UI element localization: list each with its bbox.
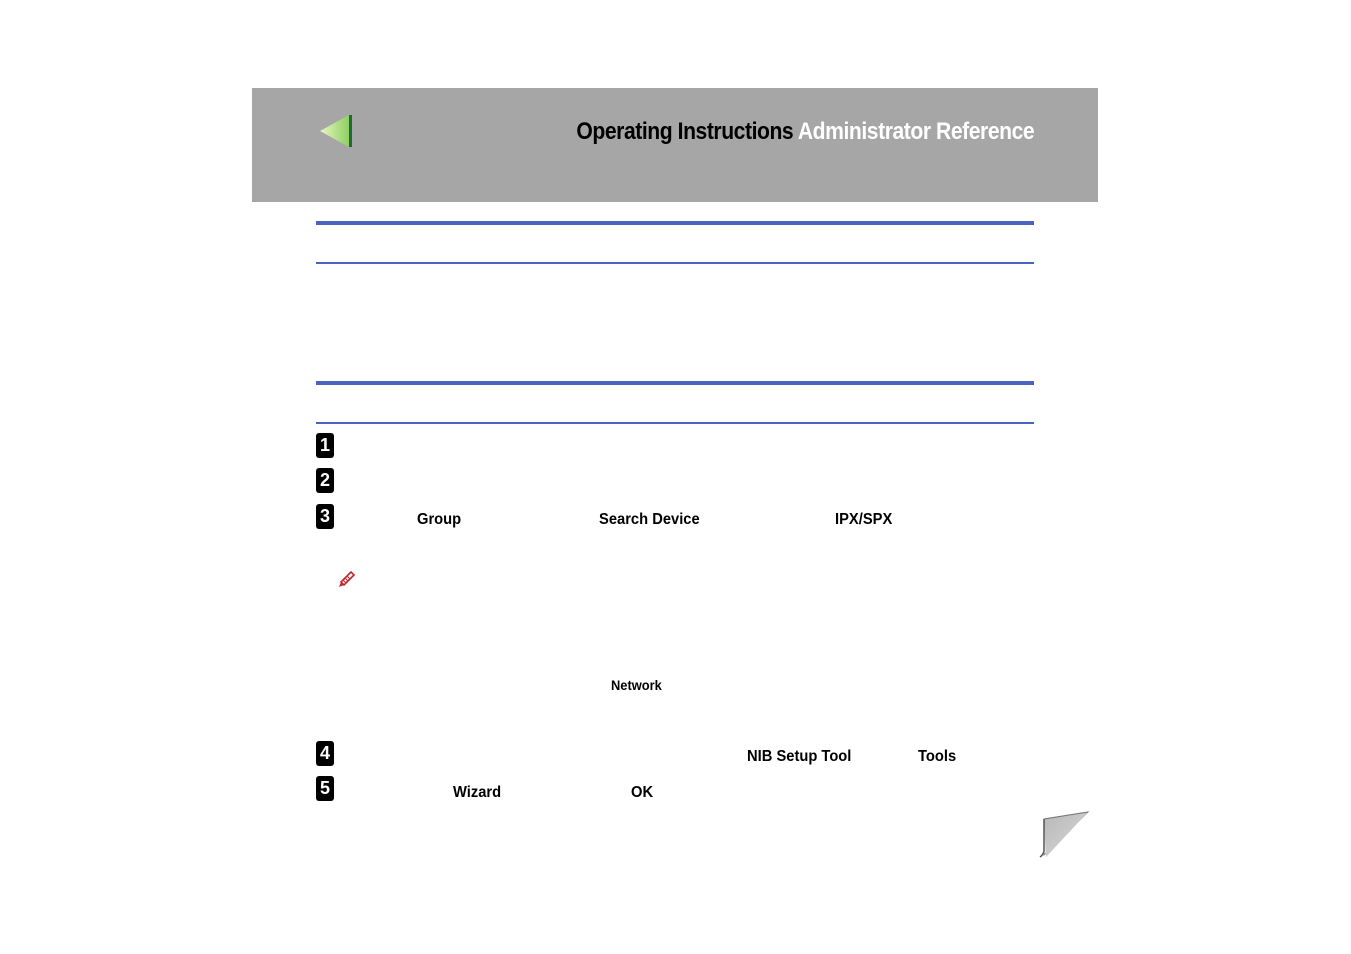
ui-term: Group: [417, 511, 462, 528]
ui-term: Network: [611, 677, 662, 693]
back-button[interactable]: [318, 113, 354, 149]
ui-term: Search Device: [599, 511, 700, 528]
ui-term: IPX/SPX: [835, 511, 893, 528]
title-primary: Operating Instructions: [576, 118, 794, 145]
step-number: 2: [316, 468, 334, 493]
section-rule-top: [316, 221, 1034, 225]
ui-term: Tools: [918, 748, 957, 765]
ui-term: Wizard: [453, 784, 502, 801]
section-rule-bottom: [316, 422, 1034, 424]
ui-term: OK: [631, 784, 654, 801]
triangle-left-icon: [318, 113, 354, 149]
page-header: [252, 88, 1098, 202]
section-rule-top: [316, 381, 1034, 385]
ui-term: NIB Setup Tool: [747, 748, 852, 765]
section-rule-bottom: [316, 262, 1034, 264]
page-curl-next-icon: [1038, 811, 1090, 859]
title-secondary: Administrator Reference: [797, 118, 1034, 145]
next-page-button[interactable]: [1038, 811, 1090, 859]
step-number: 4: [316, 741, 334, 766]
step-number: 1: [316, 433, 334, 458]
step-number: 5: [316, 776, 334, 801]
pencil-note-icon: [337, 569, 357, 589]
step-number: 3: [316, 504, 334, 529]
page-title: [576, 118, 1034, 146]
